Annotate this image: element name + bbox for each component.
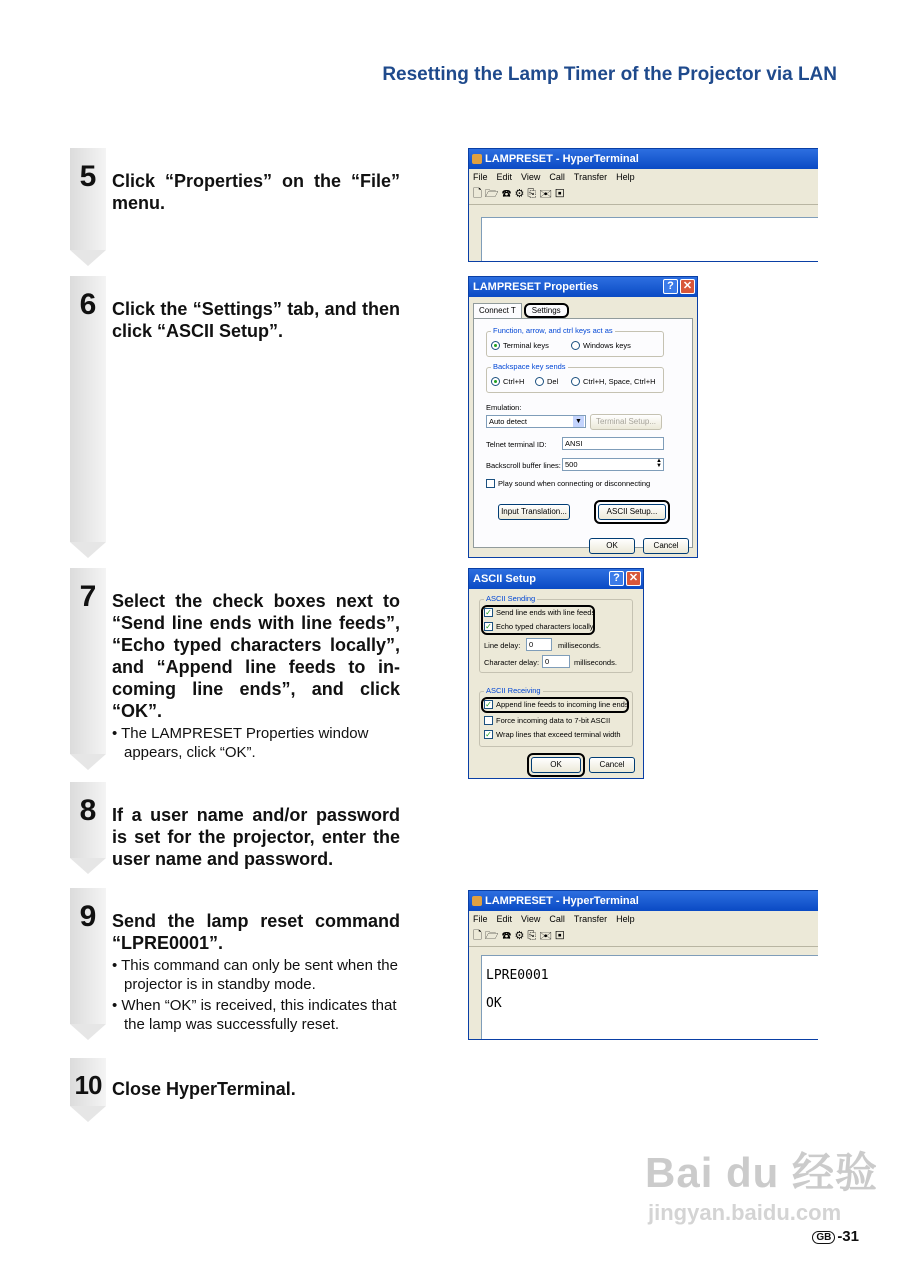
step-text: Click “Properties” on the “File” menu. (112, 171, 400, 213)
radio-label: Del (547, 377, 559, 386)
window-titlebar (469, 891, 818, 911)
checkbox-label: Echo typed characters locally (496, 622, 594, 631)
step-6 (70, 276, 410, 542)
watermark-url: jingyan.baidu.com (648, 1200, 842, 1225)
group-label: ASCII Receiving (486, 686, 541, 695)
highlight-circle (527, 753, 585, 777)
dialog-tabs (473, 303, 693, 318)
radio-label: Ctrl+H, Space, Ctrl+H (583, 377, 656, 386)
menu-file[interactable]: File (473, 172, 488, 182)
emulation-select[interactable] (486, 415, 586, 428)
menu-view[interactable]: View (521, 172, 541, 182)
checkbox-label: Force incoming data to 7-bit ASCII (496, 716, 611, 725)
properties-dialog (468, 276, 698, 558)
page-number-value: -31 (837, 1228, 859, 1245)
step-7 (70, 568, 410, 761)
step-text (112, 590, 400, 762)
step-instruction: Select the check boxes next to “Send line ends with line feeds”, “Echo typed characters locally”, and “Append line feeds to in-coming line ends”, and click “OK”. (112, 591, 400, 721)
terminal-line: OK (486, 996, 502, 1011)
backscroll-field[interactable] (562, 458, 664, 471)
append-line-feeds-checkbox[interactable]: ✓ (485, 700, 492, 709)
del-radio[interactable] (535, 377, 544, 386)
step-8 (70, 782, 410, 869)
cancel-button[interactable]: Cancel (589, 757, 635, 773)
radio-label: Ctrl+H (503, 377, 525, 386)
toolbar-icons[interactable]: 🗋 🗁 ☎ ⚙ ⎘ ✉ ▣ (473, 930, 565, 942)
menu-file[interactable]: File (473, 914, 488, 924)
step-number: 6 (79, 288, 97, 321)
step-text (112, 910, 400, 1034)
echo-typed-checkbox[interactable]: ✓ (485, 622, 492, 631)
menu-edit[interactable]: Edit (496, 914, 513, 924)
step-text: If a user name and/or password is set for the projector, enter the user name and password. (112, 805, 400, 869)
spinner-icon[interactable]: ▲ ▼ (656, 458, 662, 469)
menu-call[interactable]: Call (549, 172, 565, 182)
step-text: Close HyperTerminal. (112, 1079, 296, 1099)
emulation-label: Emulation: (486, 403, 522, 412)
keys-group (486, 326, 664, 357)
terminal-setup-button[interactable]: Terminal Setup... (590, 414, 662, 430)
step-9 (70, 888, 410, 1033)
menu-transfer[interactable]: Transfer (573, 914, 608, 924)
checkbox-label: Wrap lines that exceed terminal width (496, 730, 621, 739)
char-delay-field[interactable]: 0 (542, 655, 570, 668)
close-icon[interactable]: ✕ (680, 279, 695, 294)
help-icon[interactable]: ? (663, 279, 678, 294)
cancel-button[interactable]: Cancel (643, 538, 689, 554)
checkbox-label: Append line feeds to incoming line ends (496, 700, 629, 709)
backscroll-value: 500 (565, 460, 578, 469)
terminal-area[interactable] (481, 217, 818, 261)
play-sound-checkbox[interactable] (486, 479, 495, 488)
line-delay-field[interactable]: 0 (526, 638, 552, 651)
window-title: LAMPRESET - HyperTerminal (485, 153, 639, 165)
settings-panel (473, 318, 693, 548)
step-number: 7 (79, 580, 97, 613)
watermark-logo: Bai du 经验 (645, 1149, 879, 1196)
radio-label: Windows keys (583, 341, 631, 350)
force-7bit-checkbox[interactable] (484, 716, 493, 725)
step-instruction: Send the lamp reset command “LPRE0001”. (112, 911, 400, 953)
step-number: 8 (79, 794, 97, 827)
menu-help[interactable]: Help (616, 172, 635, 182)
dialog-title: LAMPRESET Properties (473, 281, 599, 293)
toolbar (469, 185, 818, 205)
step-text: Click the “Settings” tab, and then click “ASCII Setup”. (112, 299, 400, 341)
menu-call[interactable]: Call (549, 914, 565, 924)
windows-keys-radio[interactable] (571, 341, 580, 350)
menu-transfer[interactable]: Transfer (573, 172, 608, 182)
close-icon[interactable]: ✕ (626, 571, 641, 586)
telnet-label: Telnet terminal ID: (486, 440, 547, 449)
group-label: ASCII Sending (486, 594, 536, 603)
telnet-id-field[interactable]: ANSI (562, 437, 664, 450)
line-delay-label: Line delay: (484, 641, 521, 650)
page-header-title: Resetting the Lamp Timer of the Projector via LAN (382, 64, 837, 85)
hyperterminal-icon (472, 154, 482, 164)
window-titlebar (469, 149, 818, 169)
page-number (812, 1228, 859, 1245)
milliseconds-label: milliseconds. (558, 641, 601, 650)
terminal-line: LPRE0001 (486, 968, 549, 983)
group-label: Backspace key sends (493, 362, 566, 371)
dialog-title: ASCII Setup (473, 573, 536, 585)
milliseconds-label: milliseconds. (574, 658, 617, 667)
ascii-setup-button[interactable]: ASCII Setup... (598, 504, 666, 520)
step-10 (70, 1058, 410, 1106)
region-badge: GB (812, 1231, 835, 1244)
step-number: 5 (79, 160, 97, 193)
toolbar (469, 927, 818, 947)
ascii-setup-dialog (468, 568, 644, 779)
window-title: LAMPRESET - HyperTerminal (485, 895, 639, 907)
step-number: 10 (74, 1070, 102, 1100)
step-5 (70, 148, 410, 250)
hyperterminal-window-file-menu (468, 148, 818, 262)
tab-connect[interactable]: Connect T (473, 303, 522, 318)
hyperterminal-window-output (468, 890, 818, 1040)
checkbox-label: Play sound when connecting or disconnecting (498, 479, 651, 488)
ascii-receiving-group (479, 686, 633, 747)
dialog-titlebar (469, 277, 697, 297)
ok-button[interactable]: OK (531, 757, 581, 773)
highlight-circle (594, 500, 670, 524)
chevron-down-icon: ▼ (573, 416, 584, 427)
radio-label: Terminal keys (503, 341, 549, 350)
ascii-sending-group (479, 594, 633, 673)
emulation-value: Auto detect (489, 417, 527, 426)
input-translation-button[interactable]: Input Translation... (498, 504, 570, 520)
dialog-titlebar (469, 569, 643, 589)
ok-button[interactable]: OK (589, 538, 635, 554)
step-number: 9 (79, 900, 97, 933)
char-delay-label: Character delay: (484, 658, 540, 667)
ctrl-h-space-radio[interactable] (571, 377, 580, 386)
terminal-keys-radio[interactable] (491, 341, 500, 350)
step-note: • When “OK” is received, this indicates that the lamp was successfully reset. (112, 997, 397, 1033)
highlight-circle (481, 605, 595, 635)
send-line-ends-checkbox[interactable]: ✓ (485, 608, 492, 617)
checkbox-label: Send line ends with line feeds (496, 608, 596, 617)
menu-bar (469, 169, 818, 185)
ctrl-h-radio[interactable] (491, 377, 500, 386)
menu-view[interactable]: View (521, 914, 541, 924)
backscroll-label: Backscroll buffer lines: (486, 461, 561, 470)
menu-edit[interactable]: Edit (496, 172, 513, 182)
hyperterminal-icon (472, 896, 482, 906)
wrap-lines-checkbox[interactable]: ✓ (485, 730, 492, 739)
step-note: • This command can only be sent when the projector is in standby mode. (112, 957, 398, 993)
tab-settings[interactable]: Settings (524, 303, 569, 318)
highlight-circle (481, 697, 629, 713)
group-label: Function, arrow, and ctrl keys act as (493, 326, 613, 335)
menu-bar (469, 911, 818, 927)
help-icon[interactable]: ? (609, 571, 624, 586)
step-note: • The LAMPRESET Properties window appears, click “OK”. (112, 725, 369, 761)
terminal-area[interactable] (481, 955, 818, 1039)
backspace-group (486, 362, 664, 393)
toolbar-icons[interactable]: 🗋 🗁 ☎ ⚙ ⎘ ✉ ▣ (473, 188, 565, 200)
menu-help[interactable]: Help (616, 914, 635, 924)
